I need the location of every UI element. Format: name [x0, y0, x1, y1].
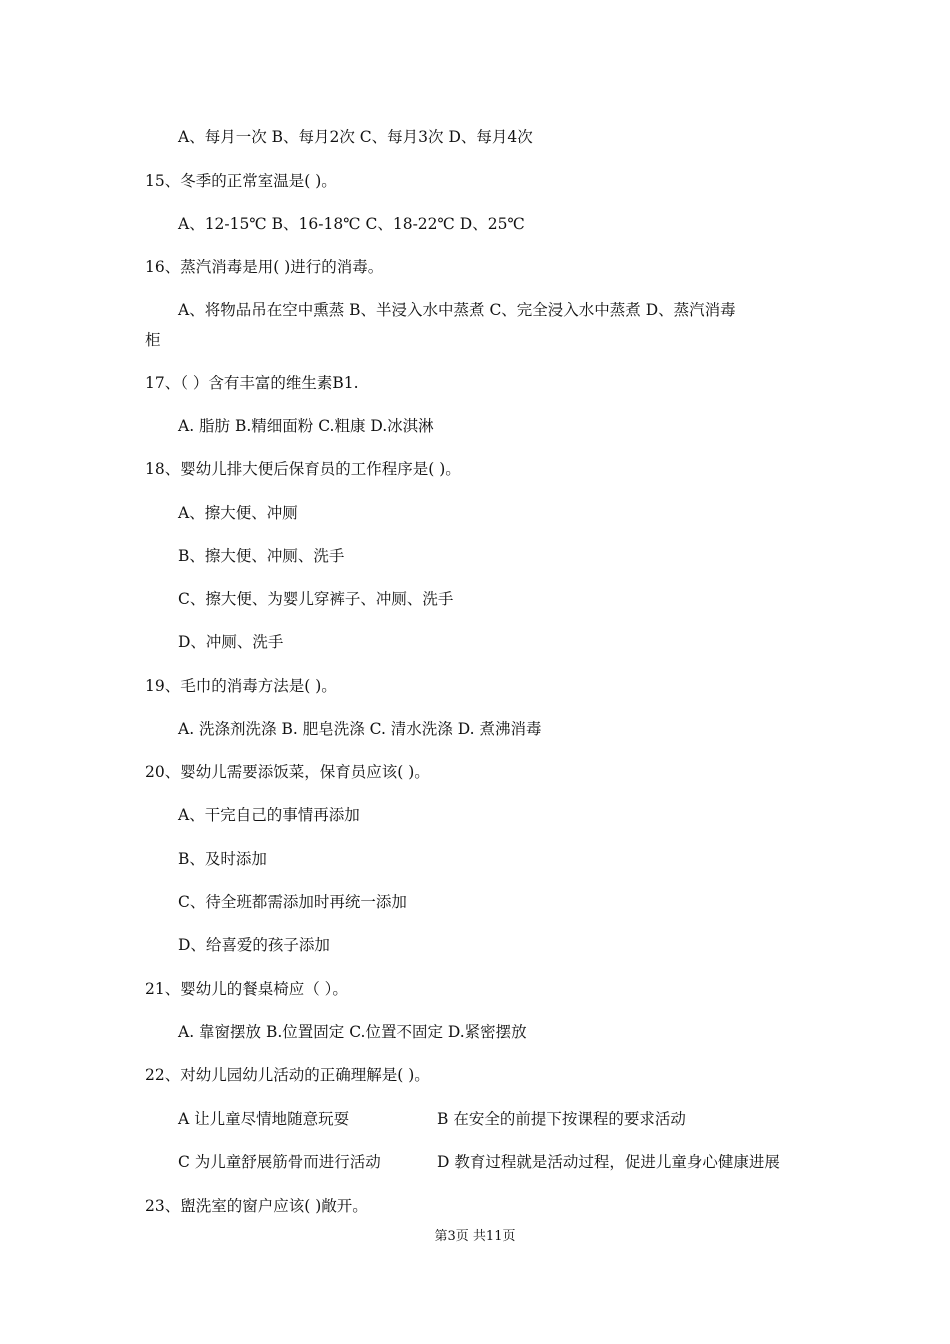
question-19: 19、毛巾的消毒方法是( )。: [145, 677, 337, 695]
option-18-b: B、擦大便、冲厕、洗手: [178, 547, 345, 565]
options-22-row-2: [178, 1152, 818, 1172]
question-22: 22、对幼儿园幼儿活动的正确理解是( )。: [145, 1066, 430, 1084]
option-20-d: D、给喜爱的孩子添加: [178, 936, 330, 954]
option-20-b: B、及时添加: [178, 850, 267, 868]
options-16-continued: 柜: [145, 331, 161, 349]
question-21: 21、婴幼儿的餐桌椅应（ ）。: [145, 980, 348, 998]
question-16: 16、蒸汽消毒是用( )进行的消毒。: [145, 258, 384, 276]
options-17: A. 脂肪 B.精细面粉 C.粗康 D.冰淇淋: [178, 417, 434, 435]
options-15: A、12-15℃ B、16-18℃ C、18-22℃ D、25℃: [178, 215, 525, 233]
option-18-c: C、擦大便、为婴儿穿裤子、冲厕、洗手: [178, 590, 454, 608]
question-17: 17、（ ）含有丰富的维生素B1.: [145, 374, 359, 392]
option-22-b: B 在安全的前提下按课程的要求活动: [437, 1110, 686, 1128]
question-23: 23、盥洗室的窗户应该( )敞开。: [145, 1197, 368, 1215]
option-18-d: D、冲厕、洗手: [178, 633, 284, 651]
options-19: A. 洗涤剂洗涤 B. 肥皂洗涤 C. 清水洗涤 D. 煮沸消毒: [178, 720, 542, 738]
question-15: 15、冬季的正常室温是( )。: [145, 172, 337, 190]
option-22-c: C 为儿童舒展筋骨而进行活动: [178, 1153, 381, 1171]
options-line: A、每月一次 B、每月2次 C、每月3次 D、每月4次: [178, 128, 533, 146]
page-footer: 第3页 共11页: [434, 1229, 516, 1244]
options-22-row-1: [178, 1109, 818, 1129]
options-16: A、将物品吊在空中熏蒸 B、半浸入水中蒸煮 C、完全浸入水中蒸煮 D、蒸汽消毒: [178, 301, 736, 319]
question-18: 18、婴幼儿排大便后保育员的工作程序是( )。: [145, 460, 461, 478]
option-22-d: D 教育过程就是活动过程，促进儿童身心健康进展: [437, 1153, 780, 1171]
option-20-c: C、待全班都需添加时再统一添加: [178, 893, 407, 911]
option-20-a: A、干完自己的事情再添加: [178, 806, 360, 824]
option-18-a: A、擦大便、冲厕: [178, 504, 298, 522]
option-22-a: A 让儿童尽情地随意玩耍: [178, 1110, 350, 1128]
options-21: A. 靠窗摆放 B.位置固定 C.位置不固定 D.紧密摆放: [178, 1023, 527, 1041]
question-20: 20、婴幼儿需要添饭菜，保育员应该( )。: [145, 763, 430, 781]
